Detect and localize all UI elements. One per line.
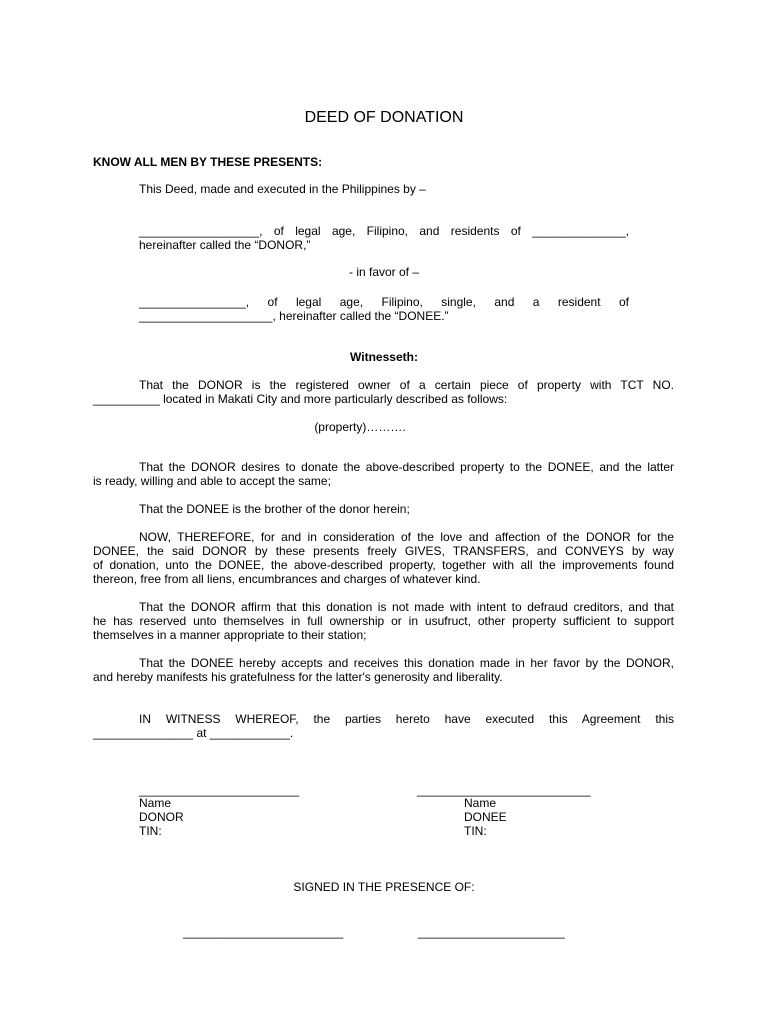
property-description: (property)……….	[314, 420, 406, 434]
paragraph-6-line-1: That the DONEE hereby accepts and receives this donation made in her favor by the DONOR,	[139, 656, 674, 670]
paragraph-4-line-2: DONEE, the said DONOR by these presents freely GIVES, TRANSFERS, and CONVEYS by way	[93, 544, 674, 558]
donor-signature-line: ________________________	[139, 783, 300, 797]
paragraph-1-line-2: __________ located in Makati City and more particularly described as follows:	[93, 392, 508, 406]
document-heading: KNOW ALL MEN BY THESE PRESENTS:	[93, 155, 323, 169]
witnesseth-heading: Witnesseth:	[350, 350, 418, 364]
paragraph-5-line-2: he has reserved unto themselves in full ownership or in usufruct, other property sufficient to support	[93, 614, 674, 628]
paragraph-4-line-3: of donation, unto the DONEE, the above-described property, together with all the improvements found	[93, 558, 674, 572]
paragraph-7-line-1: IN WITNESS WHEREOF, the parties hereto have executed this Agreement this	[139, 712, 674, 726]
donor-name-label: Name	[139, 796, 172, 810]
paragraph-1-line-1: That the DONOR is the registered owner of a certain piece of property with TCT NO.	[139, 378, 674, 392]
witness-signature-line-right: ______________________	[418, 925, 565, 939]
donee-signature-line: __________________________	[417, 783, 591, 797]
paragraph-7-line-2: _______________ at ____________.	[93, 726, 294, 740]
paragraph-5-line-1: That the DONOR affirm that this donation is not made with intent to defraud creditors, and that	[139, 600, 674, 614]
paragraph-5-line-3: themselves in a manner appropriate to their station;	[93, 628, 367, 642]
paragraph-2-line-2: is ready, willing and able to accept the same;	[93, 474, 331, 488]
donor-party-line-2: hereinafter called the “DONOR,”	[139, 238, 311, 252]
signed-in-presence-heading: SIGNED IN THE PRESENCE OF:	[293, 880, 475, 894]
donor-party-line-1: __________________, of legal age, Filipino, and residents of ______________,	[139, 224, 629, 238]
donee-party-line-1: ________________, of legal age, Filipino, single, and a resident of	[139, 295, 629, 309]
paragraph-4-line-1: NOW, THEREFORE, for and in consideration of the love and affection of the DONOR for the	[139, 530, 674, 544]
intro-text: This Deed, made and executed in the Philippines by –	[139, 182, 426, 196]
witness-signature-line-left: ________________________	[183, 925, 344, 939]
paragraph-3: That the DONEE is the brother of the donor herein;	[139, 502, 410, 516]
paragraph-6-line-2: and hereby manifests his gratefulness for the latter's generosity and liberality.	[93, 670, 503, 684]
paragraph-4-line-4: thereon, free from all liens, encumbrances and charges of whatever kind.	[93, 572, 481, 586]
donor-role-label: DONOR	[139, 810, 184, 824]
donee-party-line-2: ____________________, hereinafter called the “DONEE.”	[139, 309, 449, 323]
donee-tin-label: TIN:	[464, 824, 487, 838]
in-favor-of: - in favor of –	[348, 265, 420, 279]
donor-tin-label: TIN:	[139, 824, 162, 838]
donee-name-label: Name	[464, 796, 497, 810]
paragraph-2-line-1: That the DONOR desires to donate the above-described property to the DONEE, and the latter	[139, 460, 674, 474]
donee-role-label: DONEE	[464, 810, 507, 824]
document-title: DEED OF DONATION	[304, 109, 464, 126]
